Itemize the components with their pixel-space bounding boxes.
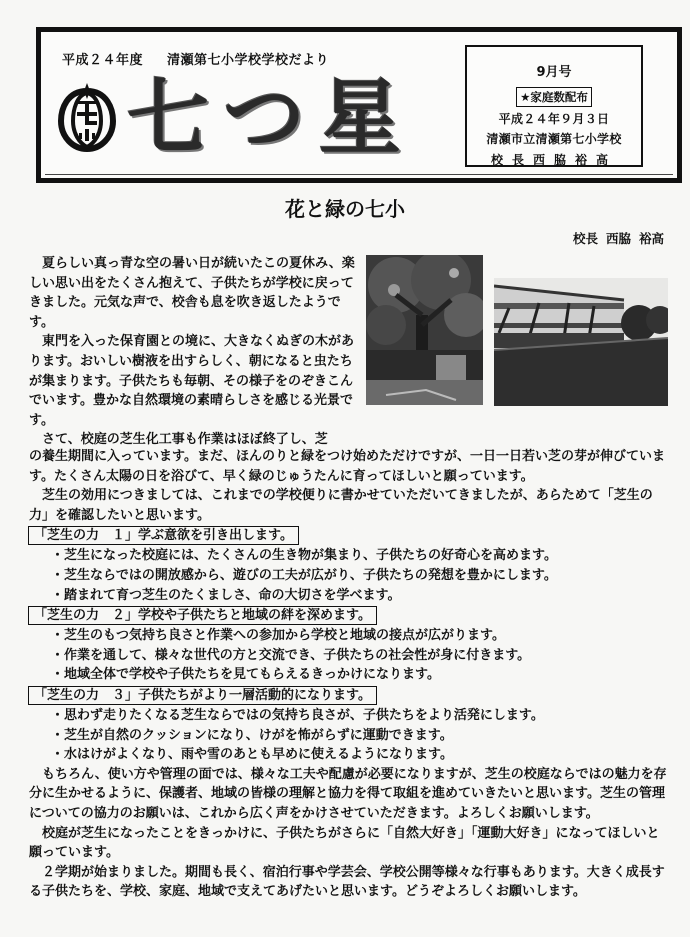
fiscal-year: 平成２４年度 xyxy=(62,53,144,68)
article-title: 花と緑の七小 xyxy=(285,197,405,221)
byline-given: 裕高 xyxy=(638,231,664,246)
section-3-bullet: ・水はけがよくなり、雨や雪のあとも早めに使えるようになります。 xyxy=(51,747,453,763)
section-2-bullet: ・作業を通して、様々な世代の方と交流でき、子供たちの社会性が身に付きます。 xyxy=(51,647,531,663)
closing-paragraph: もちろん、使い方や管理の面では、様々な工夫や配慮が必要になりますが、芝生の校庭ならではの魅力を存分に生かせるように、保護者、地域の皆様の理解と協力を得て取組を進めていきたいと思います。芝生の管理についての協力のお願いは、これから広く声をかけさせていただきます。よろしくお願いします。 xyxy=(29,766,667,821)
byline-role: 校長 xyxy=(572,231,598,246)
body-paragraph: 芝生の効用につきましては、これまでの学校便りに書かせていただいてきましたが、あらためて「芝生の力」を確認したいと思います。 xyxy=(29,488,653,523)
section-2-bullet: ・地域全体で学校や子供たちを見てもらえるきっかけになります。 xyxy=(51,667,440,683)
section-heading-1: 「芝生の力 １」学ぶ意欲を引き出します。 xyxy=(28,526,299,545)
article-body xyxy=(29,447,669,902)
school-building-photo xyxy=(494,278,668,406)
distribution-badge: ★家庭数配布 xyxy=(516,87,592,107)
section-1-bullet: ・芝生になった校庭には、たくさんの生き物が集まり、子供たちの好奇心を高めます。 xyxy=(51,548,557,564)
issue-info-box xyxy=(465,45,643,167)
closing-paragraph: 校庭が芝生になったことをきっかけに、子供たちがさらに「自然大好き」「運動大好き」になってほしいと願っています。 xyxy=(29,825,660,861)
closing-paragraph: ２学期が始まりました。期間も長く、宿泊行事や学芸会、学校公開等様々な行事もあります。大きく成長する子供たちを、学校、家庭、地域で支えてあげたいと思います。どうぞよろしくお願いします。 xyxy=(29,864,665,900)
intro-paragraph: 夏らしい真っ青な空の暑い日が続いたこの夏休み、楽しい思い出をたくさん抱えて、子供たちが学校に戻ってきました。元気な声で、校舎も息を吹き返したようです。 xyxy=(29,256,355,330)
section-heading-2: 「芝生の力 ２」学校や子供たちと地域の絆を深めます。 xyxy=(28,606,377,625)
section-3-bullet: ・芝生が自然のクッションになり、けがを怖がらずに運動できます。 xyxy=(51,727,453,743)
issue-month: 9月号 xyxy=(536,65,572,80)
intro-column xyxy=(29,254,359,450)
masthead xyxy=(36,27,682,183)
school-emblem-icon xyxy=(57,79,117,155)
issue-school: 清瀬市立清瀬第七小学校 xyxy=(486,132,622,146)
section-3-bullet: ・思わず走りたくなる芝生ならではの気持ち良さが、子供たちをより活発にします。 xyxy=(51,707,544,723)
issue-date: 平成２４年９月３日 xyxy=(498,112,610,126)
issue-principal: 校長西脇裕高 xyxy=(490,153,617,167)
section-1-bullet: ・芝生ならではの開放感から、遊びの工夫が広がり、子供たちの発想を豊かにします。 xyxy=(51,567,557,583)
newsletter-title: 七つ星 xyxy=(127,70,416,166)
masthead-inner xyxy=(45,35,673,175)
newsletter-name: 清瀬第七小学校学校だより xyxy=(167,53,330,68)
section-heading-3: 「芝生の力 ３」子供たちがより一層活動的になります。 xyxy=(28,686,377,705)
intro-paragraph: 東門を入った保育園との境に、大きなくぬぎの木があります。おいしい樹液を出すらしく、朝になると虫たちが集まります。子供たちも毎朝、その様子をのぞきこんでいます。豊かな自然環境の素晴らしさを感じる光景です。 xyxy=(29,334,355,428)
section-1-bullet: ・踏まれて育つ芝生のたくましさ、命の大切さを学べます。 xyxy=(51,587,401,603)
byline-surname: 西脇 xyxy=(605,231,631,246)
section-2-bullet: ・芝生のもつ気持ち良さと作業への参加から学校と地域の接点が広がります。 xyxy=(51,628,505,644)
tree-photo xyxy=(366,255,483,405)
body-paragraph: の養生期間に入っています。まだ、ほんのりと緑をつけ始めただけですが、一日一日若い芝の芽が伸びています。たくさん太陽の日を浴びて、早く緑のじゅうたんに育ってほしいと願っています。 xyxy=(29,449,665,484)
byline xyxy=(565,229,664,247)
intro-paragraph: さて、校庭の芝生化工事も作業はほぼ終了し、芝 xyxy=(42,432,328,448)
